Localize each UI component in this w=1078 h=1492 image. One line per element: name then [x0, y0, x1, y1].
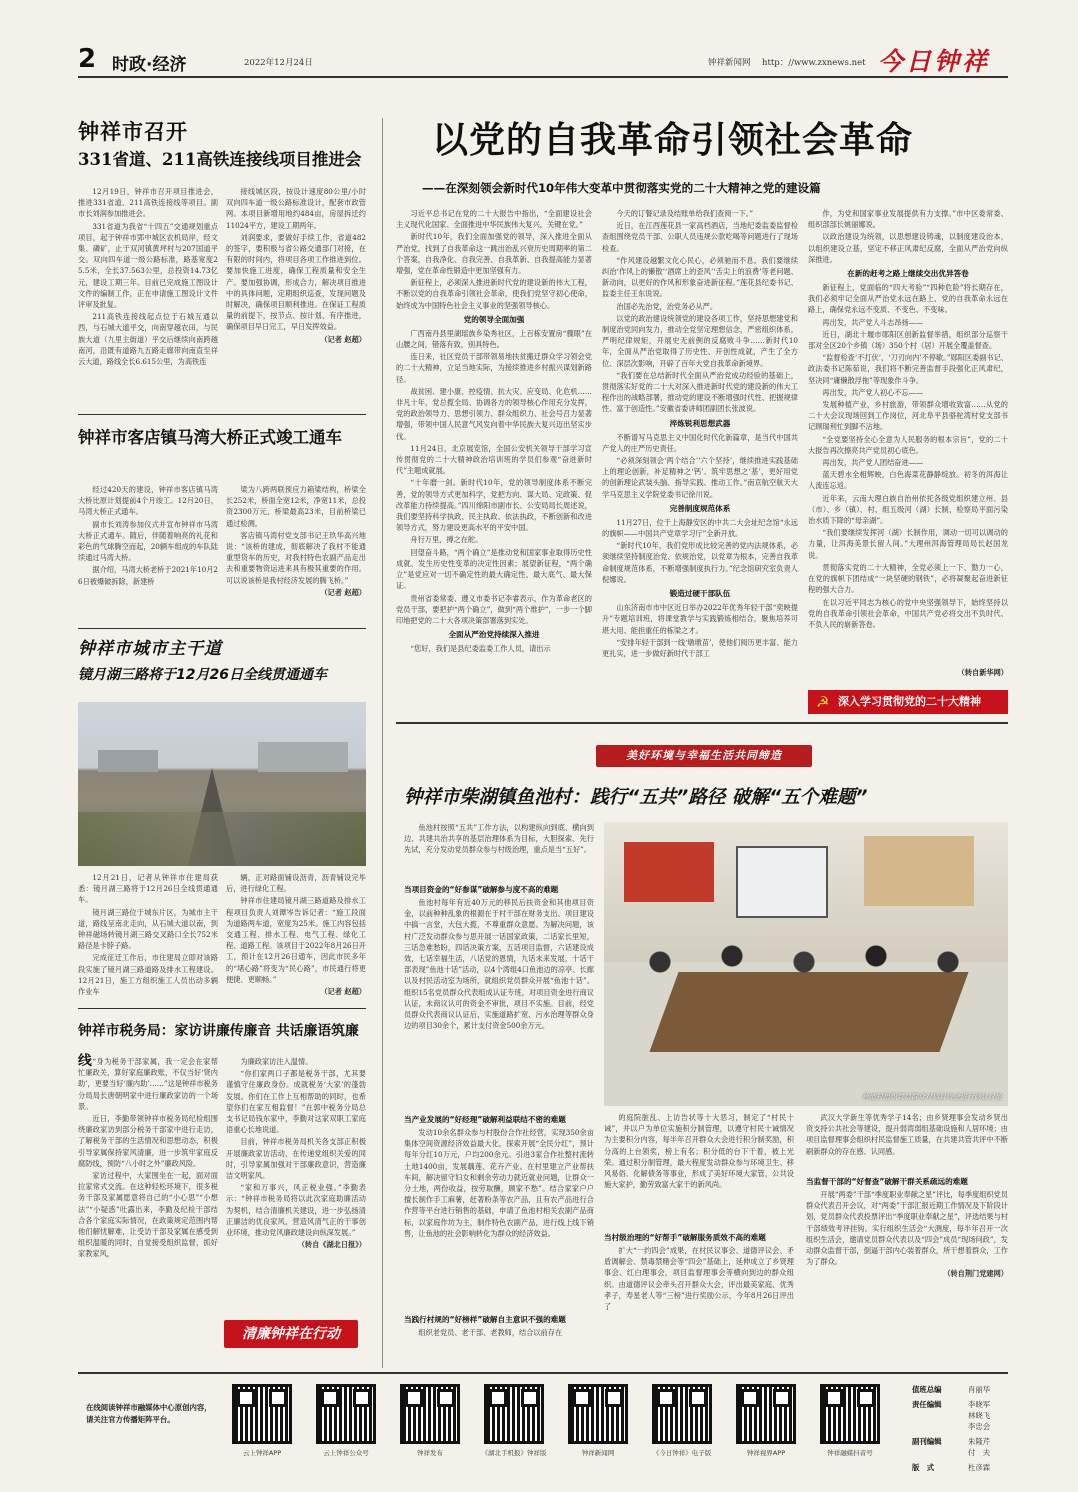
section-subheading: 锻造过硬干部队伍 [669, 589, 731, 599]
qr-code-strip [222, 1380, 902, 1484]
section-title: 当村级治理的“好帮手”破解服务质效不高的难题 [604, 1233, 766, 1242]
village-intro [404, 822, 594, 872]
paragraph: 山东济南市市中区近日举办2022年优秀年轻干部“奕映提升”专题培训班，将课堂教学与实践锻炼相结合，聚焦培养可堪大用、能担重任的栋梁之才。 [602, 603, 798, 635]
paragraph: 接线城区段，按设计速度80公里/小时双向四车道一级公路标准设计，配套市政管网。本项目新增用地约484亩，房屋拆迁约11024平方，建设工期两年。 [226, 187, 366, 230]
paragraph: 镜月湖三路位于城东片区，为城市主干道，路线呈南北走向，从石城大道以南，到钟祥磁场转镜月湖三路交叉路口全长752米路径是卡脖子路。 [78, 907, 218, 951]
section-subheading: 在新的赶考之路上继续交出优异答卷 [847, 269, 969, 279]
paragraph: 为廉政家访注入温情。 [240, 1057, 313, 1066]
notice-text: 在线阅读钟祥市融媒体中心原创内容，请关注官方传播矩阵平台。 [86, 1403, 212, 1424]
qr-code-item[interactable] [642, 1384, 722, 1457]
byline: （记者 赵超） [320, 987, 366, 997]
section-title: 当践行村规的“好榜样”破解自主意识不强的难题 [404, 1315, 566, 1324]
paragraph: 新征程上，必须深入推进新时代党的建设新的伟大工程，不断以党的自我革命引领社会革命，使我们党坚守初心使命，始终成为中国特色社会主义事业的坚强领导核心。 [396, 278, 592, 310]
staff-role: 责任编辑 [912, 1400, 942, 1409]
paragraph: 近日，在江西莲花县一家高档酒店，当地纪委监委监督检查组围绕党员干部、公职人员违规公款吃喝等问题进行了现场检查。 [602, 221, 798, 253]
footer-notice [78, 1384, 220, 1474]
paragraph: 再出发，共产党人初心不忘—— [822, 387, 924, 397]
paragraph: “我们要在总结新时代全面从严治党成功经验的基础上，贯彻落实好党的二十大对深入推进新时代党的建设新的伟大工程作出的战略部署，推动党的建设不断增强时代性、把握规律性、富于创造性。”安徽省委讲师团副团长张波说。 [602, 370, 798, 414]
village-headline: 钟祥市柴湖镇鱼池村：践行“五共”路径 破解“五个难题” [404, 787, 868, 808]
paragraph: 331省道为我省“十四五”交通规划重点项目，起于钟祥市郢中城区农机局岸，经文集、磷矿，止于双河镇黄坪村与207国道平交。双向四车道一级公路标准，路基宽度25.5米，全长37.563公里，总投资14.73亿元，建设工期三年。目前已完成施工图设计文件的编制工作，正在申请施工图设计文件评审及批复。 [78, 221, 218, 310]
issue-date: 2022年12月24日 [244, 58, 313, 68]
village-section-4 [604, 1112, 794, 1228]
byline: （记者 赵超） [320, 587, 366, 597]
village-meeting-photo [604, 822, 1008, 1106]
section-title: 当产业发展的“好经理”破解利益联结不密的难题 [404, 1115, 566, 1124]
paragraph: 以政治建设为统领，以思想建设铸魂，以制度建设治本，以组织建设立基，坚定不移正风肃纪反腐，全面从严治党向纵深推进。 [808, 232, 1008, 264]
article-tax-bureau [78, 1016, 366, 1362]
paragraph: 贯彻落实党的二十大精神，全党必须上一下、勠力一心，在党的旗帜下团结成“一块坚硬的钢铁”，必将凝聚起奋进新征程的强大合力。 [808, 562, 1008, 595]
article-title: 钟祥市税务局：家访讲廉传廉音 共话廉语筑廉线 [78, 1023, 359, 1069]
masthead-logo: 今日钟祥 [878, 47, 991, 76]
site-name: 钟祥新闻网 [708, 58, 751, 68]
paragraph: 今天的订餐记录及结账单给我们查阅一下。” [616, 209, 754, 218]
paragraph: 的庭院脏乱、上访告状等十大恶习，制定了“村民十诫”，并以户为单位实施积分制管理，以遵守村民十诫情况为主要积分内容，每半年召开群众大会进行积分制奖励，积分高的上台领奖，榜上有名；积分低的台下干着，被上光荣。通过积分制管理，最大程度发动群众参与环境卫生、移风易俗、化解债务等事业，形成了美好环境大家管，公共设施大家护，勤劳致富大家干的新风尚。 [604, 1113, 794, 1190]
paragraph: “监督检查‘不打伏’，‘刀刃向内’不停歇。”郧阳区委副书记、政法委书记陈茹说，我们将不断完善监督手段强化正风肃纪，坚决同“庸懒散浮拖”等现象作斗争。 [808, 353, 1008, 385]
paragraph: 扩大“一约四会”成果，在村民议事会、道德评议会、矛盾调解会、禁毒禁赌会等“四会”基础上，延伸成立了乡贤理事会、红白理事会，项目监督理事会等横向到边的群众组织。由道德评议会牵头召开群众大会，评出最美家庭、优秀孝子，寿星老人等“三榜”进行奖励公示，今年8月26日评出了 [604, 1246, 794, 1312]
paragraph: 梁为八跨两联预应力箱梁结构，桥梁全长252米，桥面全宽12米，净宽11米，总投资2300万元，桥梁最高23米，目前桥梁已通过检测。 [226, 485, 366, 528]
article-body-col2 [226, 484, 366, 598]
paragraph: 治国必先治党，治党务必从严。 [616, 301, 718, 311]
paragraph: 开展“两委”干部“季度职业奉献之星”评比，每季度组织党员群众代表召开会议，对“两委”干部汇报近期工作情况及下阶段计划，党员群众代表投票评出“季度职业奉献之星”，评选结果与村干部绩效考评挂钩。实行组织生活会“大测度，每半年召开一次组织生活会，邀请党员群众代表以及“四会”成员“现场问政”，发动群众监督干部，倒逼干部内心装着群众，所干想着群众，工作为了群众。 [806, 1190, 1008, 1267]
paragraph: 新时代10年，我们全面加强党的领导，深入推进全面从严治党，找到了自我革命这一跳出治乱兴衰历史周期率的第二个答案，自我净化、自我完善、自我革新、自我提高能力显著增强，党在革命性锻造中更加坚强有力。 [396, 232, 592, 276]
paragraph: 广西南丹县里湖瑶族乡染秀社区，上百栋安置房“骤眼”在山腰之间，错落有致，别具特色。 [396, 328, 592, 350]
article-body-col2 [226, 872, 366, 997]
party-emblem-icon: ☭ [816, 693, 830, 711]
paragraph: 再出发，共产党人斗志昂扬—— [822, 317, 924, 327]
paragraph: 12月19日，钟祥市召开项目推进会，推进331省道、211高铁连接线等项目。副市长刘润参加推进会。 [78, 187, 218, 219]
village-section-3 [404, 1310, 594, 1366]
article-bridge-opening [78, 424, 366, 620]
paragraph: 发动10余名群众参与村股份合作社经营，实现350余亩集体空间资源经济效益最大化，探索开展“全民分红”，预计每年分红10万元，户均200余元。引进3家合作社整村流转土地1400亩，发展藕莲、花卉产业。在村里建立产业帮扶车间，解决留守妇女和剩余劳动力就近就业问题，让群众一分土地，两份收益，按劳取酬，顾家不愁”。结合家家户户擅长制作手工麻薯，赶著粉条等农产品，且有农产品进行合作营等平台进行销售的基础，申请了鱼池村相关农副产品商标，以家庭作坊为主，制作特色农副产品，进行线上线下销售，让鱼池的社会影响转化为群众的经济效益。 [404, 1128, 594, 1238]
article-body-col2 [226, 1056, 366, 1306]
section-title: 当项目资金的“好参谋”破解参与度不高的难题 [404, 885, 559, 894]
byline: （转自荆门党建网） [943, 1269, 1008, 1279]
article-body-col1 [78, 1056, 218, 1261]
village-section-2 [404, 1110, 594, 1310]
divider [78, 628, 366, 629]
staff-role: 副刊编辑 [912, 1437, 942, 1446]
article-title-line1: 钟祥市城市主干道 [78, 639, 222, 659]
qr-code-label: 钟祥视界APP [746, 1449, 786, 1457]
staff-names: 朱隆芹 付 夫 [968, 1437, 991, 1457]
wall-poster [864, 836, 974, 906]
paragraph: 习近平总书记在党的二十大报告中指出，“全面建设社会主义现代化国家、全面推进中华民族伟大复兴，关键在党。” [396, 209, 592, 230]
qr-code-item[interactable] [306, 1384, 386, 1457]
section-title: 当监督干部的“好督查”破解干群关系疏远的难题 [806, 1177, 968, 1186]
paragraph: 回望奋斗路，“两个确立”是推动党和国家事业取得历史性成就、发生历史性变革的决定性因素；展望新征程，“两个确立”是党应对一切不确定性的最大确定性、最大底气、最大保证。 [396, 547, 592, 591]
qr-code-icon [652, 1384, 712, 1444]
paragraph: 据介绍，马湾大桥老桥于2021年10月26日被爆破拆除，新建桥 [78, 565, 218, 586]
divider [78, 414, 366, 415]
feature-headline: 以党的自我革命引领社会革命 [432, 120, 914, 161]
divider [78, 1008, 366, 1009]
qr-code-icon [820, 1384, 880, 1444]
paragraph: “作风建设越繁文化心民心，必须驰而不息。我们要继续纠治‘作风上的懒散’‘酒席上的歪风’‘舌尖上的浪费’等老问题、新动向，以更好的作风和形象奋进新征程。”莲花县纪委书记、监委主任王东说说。 [602, 255, 798, 299]
paragraph: 战贫困、建小康、控疫情、抗大灾、应变局、化危机……非凡十年，党总揽全局、协调各方的领导核心作用充分发挥，党的政治领导力、思想引领力、群众组织力、社会号召力显著增强，带领中国人民意气风发向着中华民族大复兴迈出坚实步伐。 [396, 386, 592, 441]
paragraph: 连日来，社区党员干部带领易地扶贫搬迁群众学习领会党的二十大精神，立足当地实际，为接续推进乡村振兴谋划新路径。 [396, 352, 592, 384]
paragraph: 组织老党员、老干部、老教师，结合以前存在 [418, 1328, 563, 1337]
kicker-banner [596, 745, 812, 767]
article-body-col1 [78, 484, 218, 588]
paragraph: 近年来，云南大理白族自治州依托各级党组织建立州、县（市）、乡（镇）、村、组五级河（湖）长制，检察局平面污染治水质下降的“母亲湖”。 [808, 493, 1008, 526]
photo-caption: 鱼池村组织党员群众对项目资金进行商议讨论 [862, 1093, 1002, 1101]
paragraph: 钟祥市住建局镜月湖三路道路及排水工程项目负责人刘谭岑告诉记者：“施工段面为道路两车道，宽度为25米。施工内容包括交通工程、排水工程、电气工程、绿化工程、道路工程。该项目于2022年8月26日开工，预计在12月26日通车，因此市民多年的“堵心路”将变为“民心路”，市民通行将更便捷、更顺畅。” [226, 896, 366, 984]
column-divider [382, 118, 383, 1368]
study-banner [808, 690, 1008, 714]
kicker-text: 美好环境与幸福生活共同缔造 [626, 749, 782, 762]
paragraph: 新征程上，党面临的“四大考验”“四种危险”将长期存在，我们必须牢记全面从严治党永远在路上、党的自我革命永远在路上，确保党永远不变质、不变色、不变味。 [808, 283, 1008, 315]
article-title: 钟祥市客店镇马湾大桥正式竣工通车 [78, 428, 342, 447]
article-title-line2: 331省道、211高铁连接线项目推进会 [78, 150, 362, 169]
paragraph: 经过420天的建设，钟祥市客店镇马湾大桥比原计划提前4个月竣工。12月20日，马湾大桥正式通车。 [78, 485, 218, 517]
byline: （记者 赵超） [320, 334, 366, 344]
qr-code-item[interactable] [558, 1384, 638, 1457]
qr-code-item[interactable] [810, 1384, 890, 1457]
feature-body-col3 [808, 208, 1008, 698]
paragraph: 近日，李勤带领钟祥市税务局纪检组围绕廉政家访到部分税务干部家中进行走访，了解税务干部的生活情况和思想动态，积极引导家属保持家风清廉，进一步筑牢家庭反腐防线，预防“八小时之外”廉政风险。 [78, 1114, 218, 1168]
paragraph: “身为税务干部家属，我一定会在家帮忙廉政关，算好家庭廉政账，不仅当好‘贤内助’，更要当好‘廉内助’……”这是钟祥市税务分局局长唐朝明家中进行廉政家访的一个场景。 [78, 1057, 218, 1111]
feature-subheadline: ——在深刻领会新时代10年伟大变革中贯彻落实党的二十大精神之党的建设篇 [422, 181, 821, 195]
paragraph: 舟行万里，搏之在舵。 [410, 535, 483, 545]
staff-names: 李晓军 林晓飞 李忠会 [968, 1400, 991, 1431]
section-subheading: 全面从严治党持续深入推进 [448, 630, 540, 640]
staff-names: 杜彦霖 [968, 1463, 991, 1472]
paragraph: 鱼池村每年有近40万元的移民后扶资金和其他项目资金，以前种种乱象的根源在于村干部在财务支出、项目建设中搞一言堂，大包大揽，不尊重群众意愿。为解决问题，该村广泛发动群众参与思开展一话国家政策，二话家长里短，三话急难愁盼，四话决策方案，五话项目监督，六话建设成效，七话幸福生活，八话党的恩情，九话未来发展，十话干部表现”鱼池十话”活动，以4个湾组4口鱼池边的凉亭、长廊以及村民活动室为场所，就组织党员群众开展“鱼池十话”。组织15名党员群众代表组成认证专班，对项目资金进行商议认证，未商议认可的资金不审批，项目不实施。目前，经党员群众代表商议认证后，实施道路扩宽、污水治理等群众身边的项目30余个，累计支付资金500余万元。 [404, 898, 594, 1031]
paragraph: 客店镇马湾村党支部书记王玖华高兴地说：“该桥的建成，彻底解决了我村不能通重型货车的历史，对我村特色农副产品走出去和重要物资运进来具有极其重要的作用。可以说该桥是我村经济发展的腾飞桥。” [226, 530, 366, 585]
qr-code-item[interactable] [390, 1384, 470, 1457]
qr-code-label: 云上钟祥APP [242, 1449, 282, 1457]
feature-byline: （转自新华网） [957, 668, 1008, 677]
divider [396, 722, 1008, 724]
staff-role: 版 式 [912, 1463, 935, 1472]
byline: （转自《湖北日报》） [297, 1240, 366, 1250]
staff-names: 肖丽华 [968, 1385, 991, 1394]
village-section-5 [604, 1228, 794, 1366]
village-section-6 [806, 1112, 1008, 1172]
paragraph: 辆，正对路面铺设沥青，沥青铺设完毕后，进行绿化工程。 [226, 873, 366, 894]
qr-code-label: 钟祥新闻网 [581, 1449, 615, 1457]
village-section-1 [404, 880, 594, 1106]
article-body-col1 [78, 186, 218, 368]
paragraph: 贵州省委常委、遵义市委书记李睿表示，作为革命老区的党员干部，要把护“两个确立”，做到“两个维护”，一步一个脚印地把党的二十大各项决策部署落到实处。 [396, 593, 592, 625]
paragraph: 鱼池村按照“五共”工作方法，以构建纵向到底、横向到边、共建共治共享的基层治理体系为目标，大胆探索、先行先试，充分发动党员群众参与村级治理，重点是当“五好”。 [404, 823, 594, 855]
paragraph: 不断谱写马克思主义中国化时代化新篇章，是当代中国共产党人的庄严历史责任。 [602, 432, 798, 453]
header-rule [78, 76, 1008, 78]
paragraph: 目前，钟祥市税务局机关各支部正积极开展廉政家访活动，在传递党组织关爱的同时，引导家属加强对干部廉政意识，营造廉洁文明家风。 [226, 1137, 366, 1181]
paragraph: “全党要坚持全心全意为人民服务的根本宗旨”，党的二十大报告再次擦亮共产党员初心底色。 [808, 434, 1008, 455]
paragraph: 家访过程中，大家围坐在一起，面对面拉家常式交流。在这种轻松环境下，很多税务干部及家属愿意将自己的“小心思”“小想法”“小疑惑”吐露出来，李勤及纪检干部结合各个家庭实际情况，在政策规定范围内帮他们解忧解难，让受访干部及家属在感受到组织温暖的同时，自觉接受组织监督，抓好家教家风， [78, 1171, 218, 1259]
qr-code-label: 云上钟祥公众号 [323, 1449, 369, 1457]
section-subheading: 完善制度规范体系 [669, 503, 731, 513]
paragraph: 再出发，共产党人团结奋进—— [822, 458, 924, 468]
paragraph: 以党的政治建设统领党的建设各项工作，坚持思想建党和制度治党同向发力，推动全党坚定理想信念，严密组织体系，严明纪律规矩，开展史无前例的反腐败斗争……新时代10年，全面从严治党取得了历史性、开创性成就，产生了全方位、深层次影响，开辟了百年大党自我革命新境界。 [602, 313, 798, 368]
paragraph: 11月27日，位于上海静安区的中共二大会址纪念馆“永远的旗帜——中国共产党章学习厅”全新开放。 [602, 517, 798, 539]
paragraph: “必须深刻领会‘两个结合’‘六个坚持’，继续推进实践基础上的理论创新，补足精神之‘钙’、筑牢思想之‘基’，更好用党的创新理论武装头脑、指导实践、推动工作。”南京航空航天大学马克思主义学院党委书记徐川说。 [602, 456, 798, 499]
paragraph: “您好，我们是县纪委监委工作人员，请出示 [410, 644, 551, 654]
site-url[interactable]: http：//www.zxnews.net [762, 58, 866, 68]
qr-code-icon [736, 1384, 796, 1444]
feature-body-col2 [602, 208, 798, 718]
paragraph: 副市长刘涛参加仪式并宣布钟祥市马湾大桥正式通车。随后，伴随着响亮的礼花和彩色的气球腾空而起，20辆车组成的车队陆续通过马湾大桥。 [78, 519, 218, 563]
paragraph: 蓝天碧水全相辉映，白色海菜花静静绽放。初冬的洱海让人流连忘返。 [808, 470, 1008, 491]
qr-code-icon [568, 1384, 628, 1444]
wall-banner [624, 842, 714, 902]
village-section-7 [806, 1172, 1008, 1352]
paragraph: “新时代10年，我们党形成比较完善的党内法规体系，必须继续坚持制度治党、依规治党，以党章为根本，完善自我革命制度规范体系，不断增强制度执行力。”纪念馆研究室负责人倪娜说。 [602, 541, 798, 584]
feature-body-col1 [396, 208, 592, 718]
article-title-line1: 钟祥市召开 [78, 119, 188, 144]
road-photo [78, 702, 366, 866]
article-project-meeting [78, 118, 366, 408]
projection-screen [736, 846, 828, 918]
qr-code-icon [400, 1384, 460, 1444]
qr-code-label: 钟祥发布 [417, 1449, 443, 1457]
paragraph: 完成征迁工作后，市住建局立即对该路段实施了镜月湖三路道路及排水工程建设。12月21日，施工方组织施工人员出动多辆作业车 [78, 953, 218, 997]
staff-role: 值班总编 [912, 1385, 942, 1394]
section-subheading: 淬炼锐利思想武器 [669, 418, 731, 428]
page-header [78, 44, 1008, 84]
section-name: 时政·经济 [112, 55, 187, 75]
section-subheading: 党的领导全面加强 [463, 314, 525, 324]
qr-code-icon [484, 1384, 544, 1444]
footer-rule [78, 1372, 1008, 1374]
article-body-col2 [226, 186, 366, 345]
qr-code-item[interactable] [222, 1384, 302, 1457]
qr-code-label: 钟祥融媒抖音号 [827, 1449, 873, 1457]
article-title-line2: 镜月湖三路将于12月26日全线贯通通车 [78, 667, 327, 683]
qr-code-icon [316, 1384, 376, 1444]
banner-text: 深入学习贯彻党的二十大精神 [838, 695, 981, 708]
paragraph: 发展种植产业，乡村旅游，带领群众增收致富……从党的二十大会议现场回到工作岗位，河北阜平县骆驼湾村党支部书记顾瑞利忙到脚不沾地。 [808, 400, 1008, 432]
page-number: 2 [78, 44, 97, 74]
paragraph: “十年磨一剑。新时代10年，党的领导制度体系不断完善，党的领导方式更加科学，党把方向、谋大局、定政策、促改革能力持续提高。”四川绵阳市副市长、公安局局长周述说，我们要坚持科学执政、民主执政、依法执政，不断创新和改进领导方式，努力建设更高水平的平安中国。 [396, 478, 592, 533]
paragraph: “家和万事兴，风正税业强。”李勤表示：“钟祥市税务局将以此次家庭助廉活动为契机，结合清廉机关建设，进一步弘扬清正廉洁的优良家风，营造风清气正的干事创业环境，推动党风廉政建设向纵深发展。” [226, 1183, 366, 1238]
article-body-col1 [78, 872, 218, 998]
paragraph: 211高铁连接线起点位于石城互通以西，与石城大道平交，向南穿越农田，与民族大道（九里主街道）平交后继续向南跨越南河，沿既有道路九五路走廊带向南直至祥云大道，路线全长6.615公里，为高铁连 [78, 312, 218, 367]
paragraph: “你们家两口子都是税务干部，尤其要谨慎守住廉政身份。成就税务‘大家’的蓬勃发展。你们在工作上互相帮助的同时，也希望你们在家互相监督！”在郭中税务分局总支书记局钱东家中，李勤对这家双职工家庭语重心长地说道。 [226, 1069, 366, 1135]
paragraph: “我们要继续发挥河（湖）长制作用，调动一切可以调动的力量，让洱海美景长留人间。”大理州洱海管理局局长赵国龙说。 [808, 528, 1008, 560]
qr-code-item[interactable] [474, 1384, 554, 1457]
paragraph: 12月21日，记者从钟祥市住建局获悉：镜月湖三路将于12月26日全线贯通通车。 [78, 873, 218, 905]
staff-box [912, 1380, 1008, 1484]
paragraph: 在以习近平同志为核心的党中央坚强领导下，始终坚持以党的自我革命引领社会革命，中国共产党必将交出不负时代、不负人民的崭新答卷。 [808, 597, 1008, 629]
qr-code-item[interactable] [726, 1384, 806, 1457]
qr-code-label: 《湖北手机报》钟祥版 [481, 1449, 547, 1457]
article-road-opening [78, 636, 366, 1002]
feature-party-building [396, 118, 1008, 718]
paragraph: “安排年轻干部到一线‘墩墩苗’，使他们阅历更丰富、能力更扎实，进一步做好新时代干部工 [602, 637, 798, 658]
paragraph: 武汉大学新生等优秀学子14名；由乡贤理事会发动乡贤出资支持公共社会等建设，提升弱湾弱组基础设施和人居环境；由项目监督理事会组织村民监督施工质量，在共建共管共评中不断刷新群众的存在感、认同感。 [806, 1113, 1008, 1156]
paragraph: 刘润要求，要做好手续工作，省道482的签字，要积极与省公路交通部门对接，在有限的时间内，将项目各项工作推进到位。要加快施工进度，确保工程质量和安全生产。要加强协调，形成合力，解决项目推进中的具体问题，定期组织巡查，发现问题及时解决，确保项目顺利推进。在保证工程质量的前提下，按节点、按计划、有序推进，确保项目早日完工，早日发挥效益。 [226, 232, 366, 332]
paragraph: 11月24日，北京展览馆，全国公安机关领导干部学习宣传贯彻党的二十大精神政治培训班的学员们参观“奋进新时代”主题成就展。 [396, 443, 592, 476]
clean-zhongxiang-tag: 清廉钟祥在行动 [224, 1320, 358, 1348]
paragraph: 近日，湖北十堰市郧阳区创新监督举措，组织部分巡察干部对全区20个乡镇（场）350个村（居）开展全覆盖督查。 [808, 329, 1008, 351]
qr-code-icon [232, 1384, 292, 1444]
paragraph: 作，为党和国家事业发展提供有力支撑。”市中区委常委、组织部部长姚丽娜说。 [808, 209, 1008, 230]
qr-code-label: 《今日钟祥》电子版 [652, 1449, 712, 1457]
